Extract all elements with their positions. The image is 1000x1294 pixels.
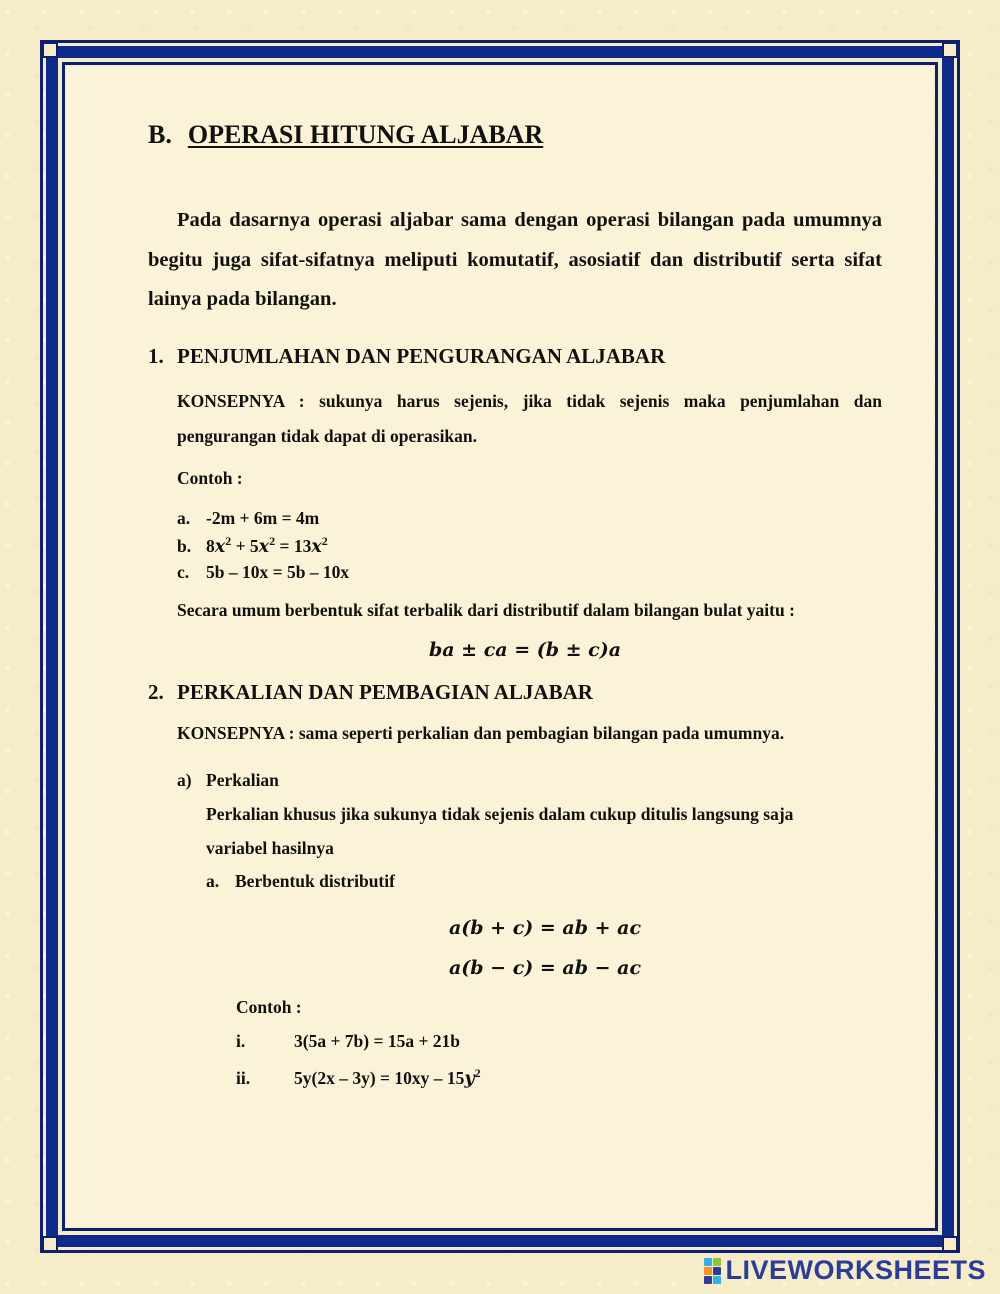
example-text: -2m + 6m = 4m [206,508,320,528]
part1-formula: ba ± ca = (b ± c)a [428,639,622,661]
exponent: 2 [269,534,276,548]
section-letter: B. [148,120,172,149]
frame-corner-ornament [42,1236,58,1252]
sub-label: a) [177,770,192,790]
distributive-formula-minus: a(b − c) = ab − ac [448,957,642,979]
frame-corner-ornament [942,42,958,58]
liveworksheets-logo-icon [704,1258,721,1284]
part1-number: 1. [148,344,164,368]
part2-concept: KONSEPNYA : sama seperti perkalian dan pembagian bilangan pada umumnya. [177,723,785,743]
example-text: 5b – 10x = 5b – 10x [206,562,350,582]
part2-title: PERKALIAN DAN PEMBAGIAN ALJABAR [177,680,593,704]
part2-heading [148,680,593,705]
liveworksheets-watermark [704,1255,986,1286]
part2-sub-heading [177,770,279,791]
variable: y [464,1068,475,1089]
equals: = 13 [275,535,312,556]
example-label: ii. [236,1067,251,1088]
example-text: 3(5a + 7b) = 15a + 21b [294,1031,461,1051]
part2-sub-line2: variabel hasilnya [206,838,334,858]
coef: 8 [206,535,215,556]
part1-heading [148,344,665,369]
part1-concept: KONSEPNYA : sukunya harus sejenis, jika tidak sejenis maka penjumlahan dan pengurangan tidak dapat di operasikan. [177,391,882,446]
example-label: a. [177,508,191,528]
operator: + 5 [231,535,259,556]
part1-general-statement: Secara umum berbentuk sifat terbalik dari distributif dalam bilangan bulat yaitu : [177,600,795,620]
part2-sub-line1: Perkalian khusus jika sukunya tidak sejenis dalam cukup ditulis langsung saja [206,804,794,824]
watermark-text: LIVEWORKSHEETS [725,1255,986,1285]
intro-paragraph: Pada dasarnya operasi aljabar sama dengan operasi bilangan pada umumnya begitu juga sifat-sifatnya meliputi komutatif, asosiatif dan distributif serta sifat lainya pada bilangan. [148,209,882,310]
part2-example-ii [236,1066,481,1089]
exponent: 2 [321,534,328,548]
part1-example-c [177,562,349,583]
frame-corner-ornament [942,1236,958,1252]
section-heading: OPERASI HITUNG ALJABAR [187,120,544,149]
subsub-title: Berbentuk distributif [235,871,395,891]
part1-example-a [177,508,319,529]
distributive-formula-plus: a(b + c) = ab + ac [448,917,642,939]
frame-corner-ornament [42,42,58,58]
part2-example-i [236,1031,460,1052]
example-label: i. [236,1031,246,1051]
part1-example-label: Contoh : [177,468,243,488]
subsub-label: a. [206,871,220,891]
part1-example-b [177,534,328,557]
exponent: 2 [474,1066,481,1080]
variable: x [214,536,226,557]
part1-title: PENJUMLAHAN DAN PENGURANGAN ALJABAR [177,344,666,368]
section-title [148,120,543,150]
part2-example-label: Contoh : [236,997,302,1017]
exponent: 2 [225,534,232,548]
example-text: 5y(2x – 3y) = 10xy – 15 [294,1067,465,1088]
example-label: c. [177,562,190,582]
example-label: b. [177,535,192,556]
sub-title: Perkalian [206,770,279,790]
part2-subsub-heading [206,871,395,892]
variable: x [311,536,322,557]
part2-number: 2. [148,680,164,704]
variable: x [258,536,270,557]
